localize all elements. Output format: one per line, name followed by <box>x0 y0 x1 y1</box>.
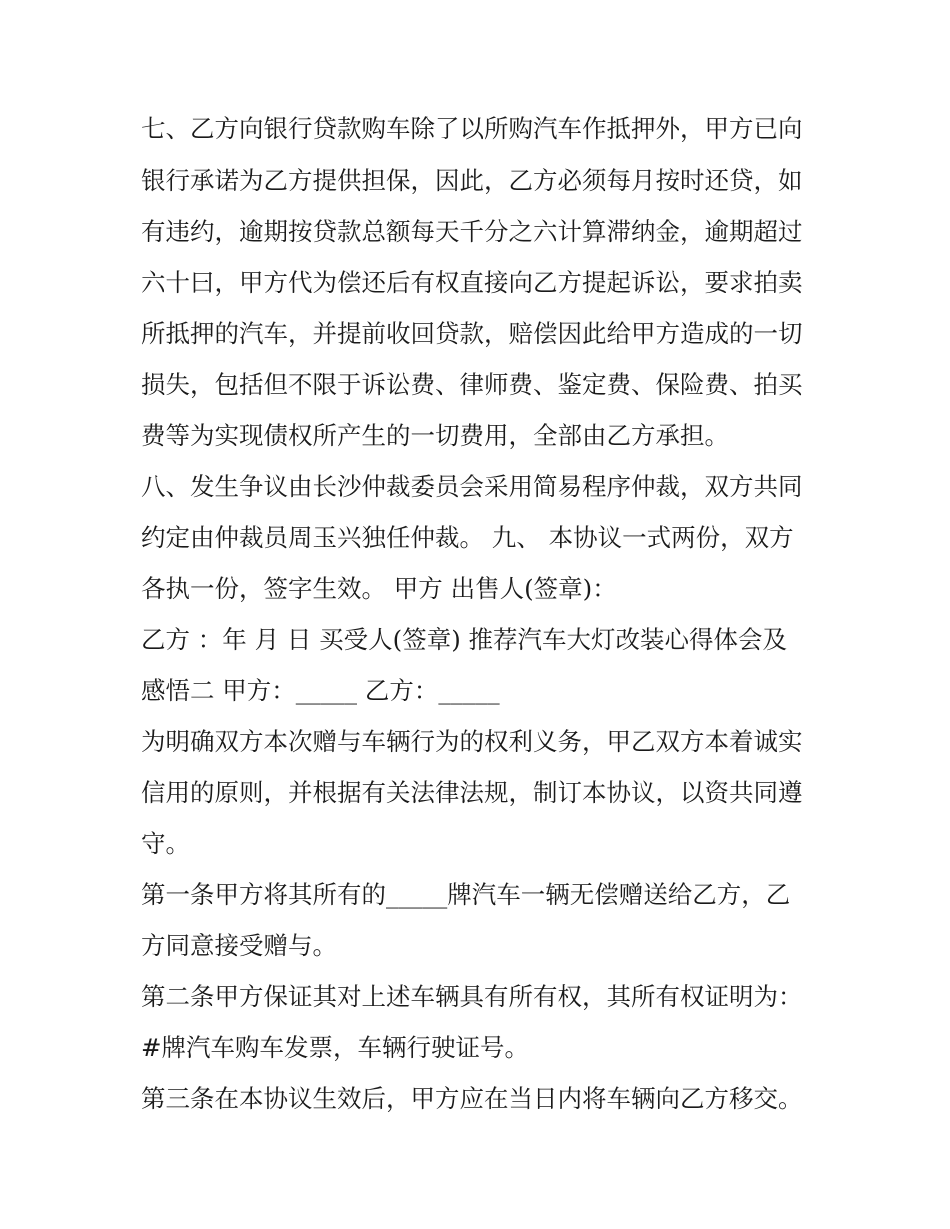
text-line: 为明确双方本次赠与车辆行为的权利义务，甲乙双方本着诚实 <box>141 727 803 756</box>
text-line: 守。 <box>141 829 190 858</box>
text-line: 有违约，逾期按贷款总额每天千分之六计算滞纳金，逾期超过 <box>141 217 803 246</box>
text-line: 损失，包括但不限于诉讼费、律师费、鉴定费、保险费、拍买 <box>141 370 803 399</box>
text-line: 六十曰，甲方代为偿还后有权直接向乙方提起诉讼，要求拍卖 <box>141 268 803 297</box>
text-line: 八、发生争议由长沙仲裁委员会采用简易程序仲裁，双方共同 <box>141 472 803 501</box>
text-line: 各执一份，签字生效。 甲方 出售人(签章)： <box>141 574 617 603</box>
text-line: 约定由仲裁员周玉兴独任仲裁。 九、 本协议一式两份，双方 <box>141 523 794 552</box>
text-line: 费等为实现债权所产生的一切费用，全部由乙方承担。 <box>141 421 729 450</box>
text-line: 七、乙方向银行贷款购车除了以所购汽车作抵押外，甲方已向 <box>141 114 803 143</box>
text-line: 方同意接受赠与。 <box>141 931 337 960</box>
text-line: #牌汽车购车发票，车辆行驶证号。 <box>141 1033 530 1062</box>
text-line: 感悟二 甲方：_____ 乙方：_____ <box>141 676 500 705</box>
text-line: 乙方 ：年 月 日 买受人(签章) 推荐汽车大灯改装心得体会及 <box>141 625 788 654</box>
text-line: 第二条甲方保证其对上述车辆具有所有权，其所有权证明为： <box>141 982 803 1011</box>
text-line: 银行承诺为乙方提供担保，因此，乙方必须每月按时还贷，如 <box>141 166 803 195</box>
text-line: 第三条在本协议生效后，甲方应在当日内将车辆向乙方移交。 <box>141 1084 803 1113</box>
text-line: 所抵押的汽车，并提前收回贷款，赔偿因此给甲方造成的一切 <box>141 319 803 348</box>
text-line: 第一条甲方将其所有的_____牌汽车一辆无偿赠送给乙方，乙 <box>141 880 791 909</box>
text-line: 信用的原则，并根据有关法律法规，制订本协议，以资共同遵 <box>141 778 803 807</box>
